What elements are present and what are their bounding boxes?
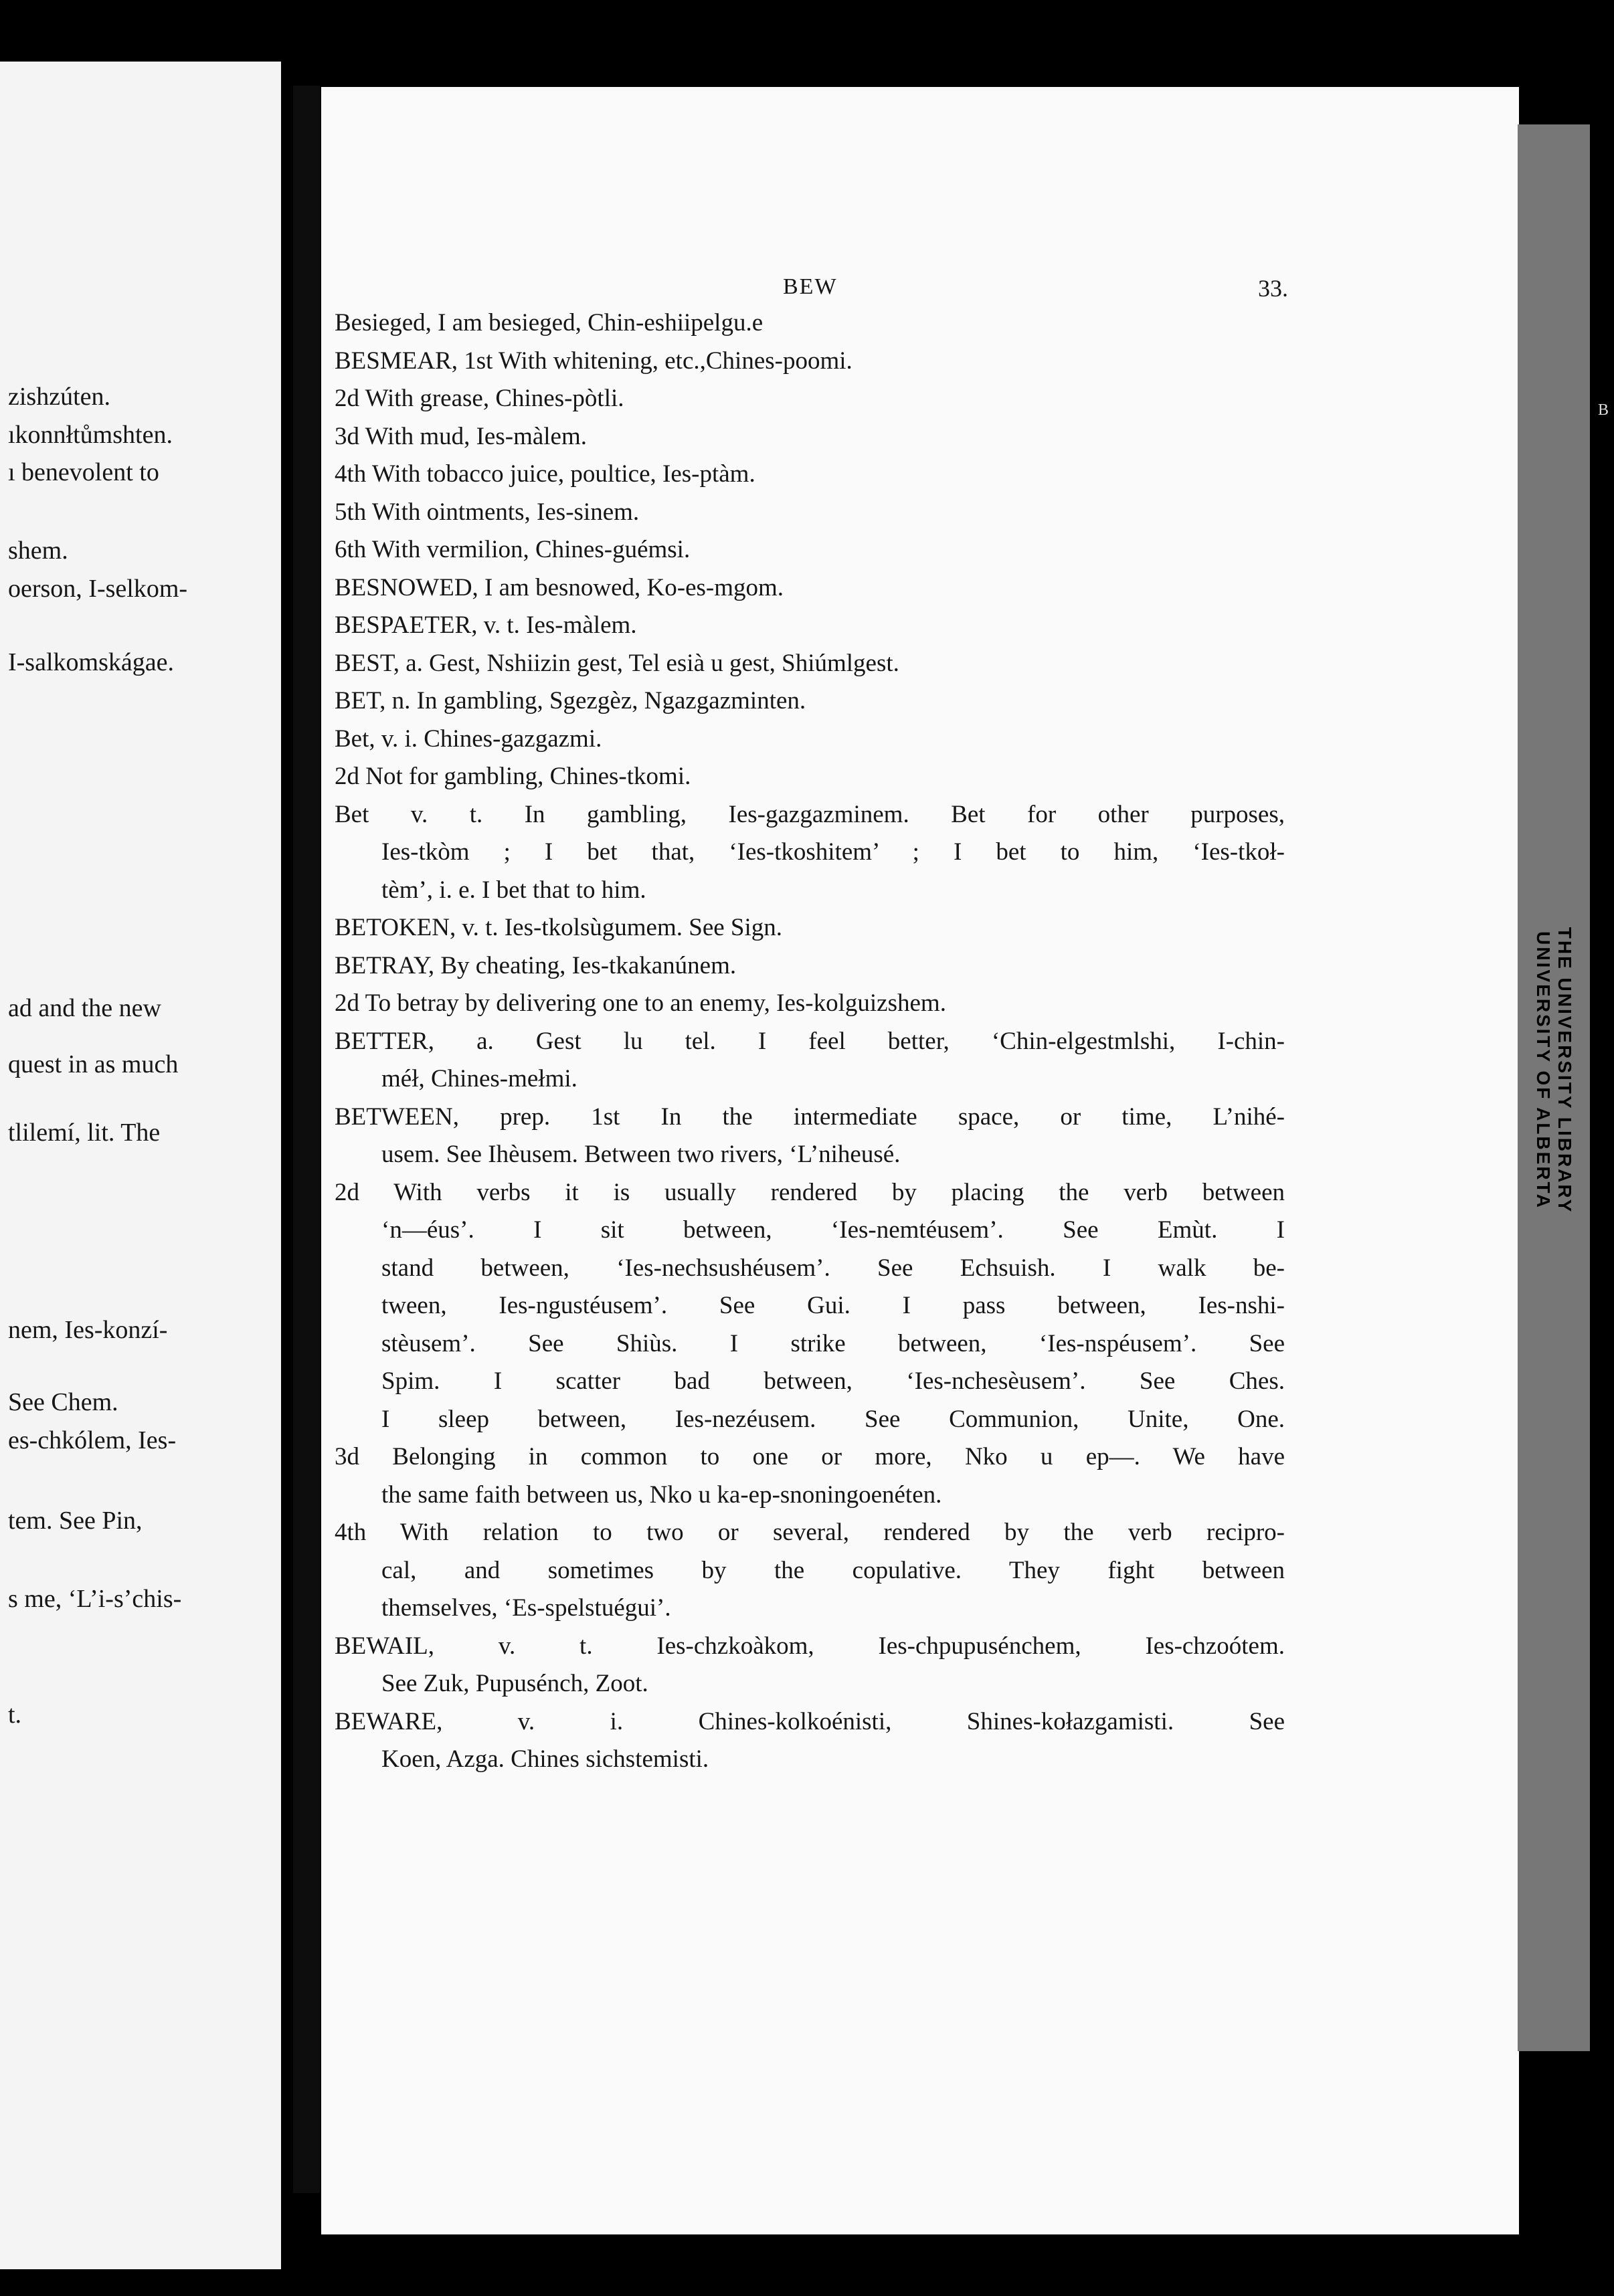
facing-page-line: tlilemí, lit. The bbox=[8, 1119, 161, 1147]
entry-line: BEST, a. Gest, Nshiizin gest, Tel esià u gest, Shiúmlgest. bbox=[335, 649, 899, 677]
entry-line: 2d Not for gambling, Chines-tkomi. bbox=[335, 763, 691, 790]
entry-continuation-line: the same faith between us, Nko u ka-ep-snoningoenéten. bbox=[381, 1480, 942, 1509]
entry-line: 3d Belonging in common to one or more, Nko u ep—. We have bbox=[335, 1443, 1285, 1470]
page-gutter bbox=[293, 86, 320, 2193]
entry-continuation-line: tween, Ies-ngustéusem’. See Gui. I pass between, Ies-nshi- bbox=[381, 1292, 1285, 1319]
entry-line: Bet, v. i. Chines-gazgazmi. bbox=[335, 725, 602, 753]
entry-line: BESNOWED, I am besnowed, Ko-es-mgom. bbox=[335, 573, 784, 601]
facing-page-line: s me, ‘L’i-s’chis- bbox=[8, 1585, 182, 1613]
entry-line: 6th With vermilion, Chines-guémsi. bbox=[335, 536, 691, 563]
facing-page-line: nem, Ies-konzí- bbox=[8, 1316, 168, 1344]
entry-line: Besieged, I am besieged, Chin-eshiipelgu.e bbox=[335, 309, 764, 337]
library-stamp-line-2: UNIVERSITY OF ALBERTA bbox=[1533, 931, 1554, 1210]
entry-continuation-line: méł, Chines-mełmi. bbox=[381, 1065, 577, 1092]
entry-continuation-line: tèm’, i. e. I bet that to him. bbox=[381, 876, 646, 904]
facing-page-line: quest in as much bbox=[8, 1050, 179, 1078]
library-stamp bbox=[1532, 927, 1575, 1214]
facing-page-line: tem. See Pin, bbox=[8, 1507, 143, 1535]
page-number: 33. bbox=[1258, 275, 1288, 302]
entry-continuation-line: Spim. I scatter bad between, ‘Ies-nchesèusem’. See Ches. bbox=[381, 1367, 1285, 1395]
running-head: BEW bbox=[783, 274, 838, 299]
entry-line: BESPAETER, v. t. Ies-màlem. bbox=[335, 611, 637, 639]
facing-page-line: ı benevolent to bbox=[8, 458, 159, 486]
facing-page-line: oerson, I-selkom- bbox=[8, 575, 188, 603]
facing-page-line: ıkonnłtůmshten. bbox=[8, 421, 173, 449]
facing-page-line: es-chkólem, Ies- bbox=[8, 1426, 177, 1454]
entry-line: BEWARE, v. i. Chines-kolkoénisti, Shines-kołazgamisti. See bbox=[335, 1707, 1285, 1735]
facing-page-line: See Chem. bbox=[8, 1388, 118, 1416]
entry-line: BET, n. In gambling, Sgezgèz, Ngazgazminten. bbox=[335, 687, 806, 714]
facing-page-line: zishzúten. bbox=[8, 383, 111, 411]
entry-line: 5th With ointments, Ies-sinem. bbox=[335, 498, 640, 526]
entry-continuation-line: stand between, ‘Ies-nechsushéusem’. See Echsuish. I walk be- bbox=[381, 1254, 1285, 1282]
entry-continuation-line: Ies-tkòm ; I bet that, ‘Ies-tkoshitem’ ; I bet to him, ‘Ies-tkoł- bbox=[381, 838, 1285, 866]
entry-line: Bet v. t. In gambling, Ies-gazgazminem. Bet for other purposes, bbox=[335, 800, 1285, 828]
facing-page-line: ad and the new bbox=[8, 994, 161, 1022]
facing-page bbox=[0, 62, 281, 2269]
entry-continuation-line: usem. See Ihèusem. Between two rivers, ‘L’niheusé. bbox=[381, 1141, 901, 1168]
entry-line: 2d With verbs it is usually rendered by placing the verb between bbox=[335, 1178, 1285, 1206]
entry-line: 2d With grease, Chines-pòtli. bbox=[335, 385, 624, 412]
entry-continuation-line: I sleep between, Ies-nezéusem. See Communion, Unite, One. bbox=[381, 1405, 1285, 1433]
entry-continuation-line: Koen, Azga. Chines sichstemisti. bbox=[381, 1745, 709, 1773]
entry-line: BETRAY, By cheating, Ies-tkakanúnem. bbox=[335, 951, 737, 979]
entry-continuation-line: ‘n—éus’. I sit between, ‘Ies-nemtéusem’. See Emùt. I bbox=[381, 1216, 1285, 1244]
dictionary-entries bbox=[335, 304, 1285, 1779]
entry-line: 2d To betray by delivering one to an enemy, Ies-kolguizshem. bbox=[335, 989, 946, 1017]
edge-mark: B bbox=[1598, 401, 1609, 419]
entry-continuation-line: cal, and sometimes by the copulative. They fight between bbox=[381, 1556, 1285, 1584]
entry-continuation-line: stèusem’. See Shiùs. I strike between, ‘Ies-nspéusem’. See bbox=[381, 1329, 1285, 1357]
entry-line: 3d With mud, Ies-màlem. bbox=[335, 422, 588, 450]
facing-page-line: I-salkomskágae. bbox=[8, 648, 174, 676]
entry-line: 4th With tobacco juice, poultice, Ies-ptàm. bbox=[335, 460, 755, 488]
entry-line: BESMEAR, 1st With whitening, etc.,Chines-poomi. bbox=[335, 347, 853, 375]
entry-line: 4th With relation to two or several, rendered by the verb recipro- bbox=[335, 1519, 1285, 1546]
entry-line: BETTER, a. Gest lu tel. I feel better, ‘Chin-elgestmlshi, I-chin- bbox=[335, 1027, 1285, 1055]
entry-continuation-line: themselves, ‘Es-spelstuégui’. bbox=[381, 1594, 671, 1622]
library-stamp-line-1: THE UNIVERSITY LIBRARY bbox=[1554, 927, 1575, 1214]
entry-line: BEWAIL, v. t. Ies-chzkoàkom, Ies-chpupusénchem, Ies-chzoótem. bbox=[335, 1632, 1285, 1660]
entry-continuation-line: See Zuk, Pupusénch, Zoot. bbox=[381, 1670, 648, 1697]
entry-line: BETOKEN, v. t. Ies-tkolsùgumem. See Sign. bbox=[335, 914, 783, 941]
facing-page-line: shem. bbox=[8, 537, 68, 565]
facing-page-line: t. bbox=[8, 1701, 22, 1729]
entry-line: BETWEEN, prep. 1st In the intermediate space, or time, L’nihé- bbox=[335, 1103, 1285, 1131]
